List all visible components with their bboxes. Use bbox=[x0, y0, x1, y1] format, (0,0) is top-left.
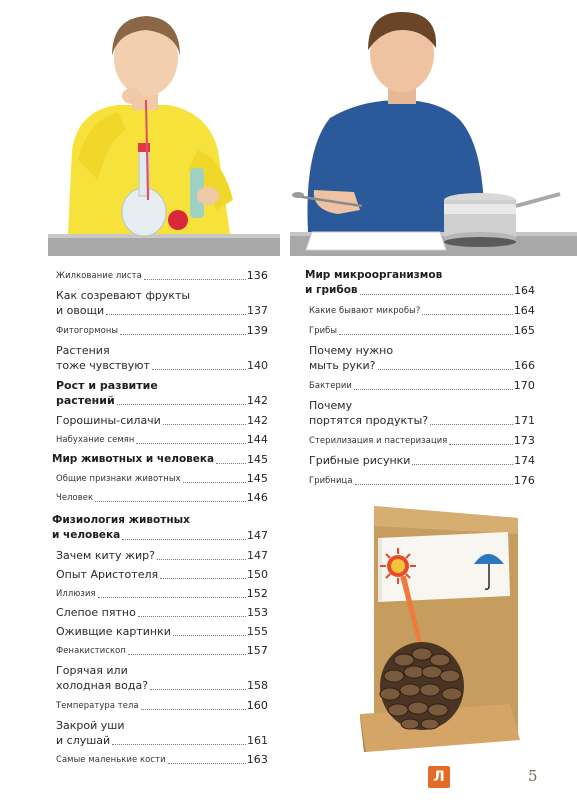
dot-leader bbox=[422, 313, 512, 315]
toc-right-column bbox=[305, 268, 535, 488]
toc-entry-title: Грибница bbox=[309, 475, 353, 485]
toc-page-number: 145 bbox=[247, 453, 268, 466]
toc-entry-title: Оживщие картинки bbox=[56, 625, 171, 638]
dot-leader bbox=[138, 615, 246, 617]
toc-entry-title: Самые маленькие кости bbox=[56, 754, 166, 764]
toc-entry-title: Рост и развитие bbox=[56, 379, 158, 392]
dot-leader bbox=[173, 634, 246, 636]
toc-page-number: 165 bbox=[513, 324, 535, 337]
dot-leader bbox=[122, 538, 246, 540]
dot-leader bbox=[355, 483, 513, 485]
dot-leader bbox=[120, 333, 246, 335]
dot-leader bbox=[117, 403, 246, 405]
toc-entry bbox=[305, 323, 535, 338]
toc-page-number: 158 bbox=[247, 679, 268, 692]
toc-page-number: 150 bbox=[247, 568, 268, 581]
toc-entry bbox=[52, 288, 268, 318]
toc-entry bbox=[305, 398, 535, 428]
toc-entry bbox=[52, 452, 268, 467]
toc-page-number: 146 bbox=[246, 491, 268, 504]
toc-page-number: 166 bbox=[514, 359, 535, 372]
toc-entry-title: Бактерии bbox=[309, 380, 352, 390]
toc-page-number: 153 bbox=[247, 606, 268, 619]
dot-leader bbox=[449, 443, 512, 445]
dot-leader bbox=[157, 558, 246, 560]
toc-page-number: 136 bbox=[246, 269, 268, 282]
toc-entry-title: Человек bbox=[56, 492, 94, 502]
toc-page-number: 145 bbox=[246, 472, 268, 485]
dot-leader bbox=[354, 388, 513, 390]
toc-page-number: 152 bbox=[246, 587, 268, 600]
toc-entry-title: Опыт Аристотеля bbox=[56, 568, 159, 581]
dot-leader bbox=[106, 313, 246, 315]
toc-entry bbox=[52, 586, 268, 601]
toc-entry-title-cont: и человека bbox=[52, 529, 121, 541]
dot-leader bbox=[160, 577, 246, 579]
toc-entry-title: Физиология животных bbox=[52, 514, 190, 526]
dot-leader bbox=[150, 688, 246, 690]
toc-entry-title: Набухание семян bbox=[56, 434, 135, 444]
toc-entry bbox=[52, 663, 268, 693]
toc-entry-title-cont: холодная вода? bbox=[56, 679, 149, 692]
toc-entry bbox=[52, 624, 268, 639]
dot-leader bbox=[144, 278, 246, 280]
toc-entry-title-cont: и слушай bbox=[56, 734, 111, 747]
toc-entry-title: Закрой уши bbox=[56, 719, 125, 732]
toc-entry-title: Горячая или bbox=[56, 664, 128, 677]
toc-left-column bbox=[52, 268, 268, 767]
toc-page-number: 139 bbox=[246, 324, 268, 337]
toc-entry-title-cont: и овощи bbox=[56, 304, 105, 317]
toc-entry bbox=[52, 567, 268, 582]
toc-entry bbox=[52, 548, 268, 563]
toc-page-number: 163 bbox=[246, 753, 268, 766]
dot-leader bbox=[412, 463, 513, 465]
toc-entry-title-cont: портятся продукты? bbox=[309, 414, 429, 427]
toc-entry bbox=[305, 453, 535, 468]
dot-leader bbox=[360, 293, 513, 295]
toc-page-number: 160 bbox=[246, 699, 268, 712]
dot-leader bbox=[136, 442, 245, 444]
toc-page-number: 164 bbox=[513, 304, 535, 317]
toc-entry-title: Какие бывают микробы? bbox=[309, 305, 421, 315]
toc-page-number: 157 bbox=[246, 644, 268, 657]
toc-entry-title-cont: и грибов bbox=[305, 284, 358, 296]
toc-entry bbox=[52, 471, 268, 486]
toc-entry-title: Жилкование листа bbox=[56, 270, 142, 280]
toc-entry bbox=[52, 718, 268, 748]
toc-entry-title: Как созревают фрукты bbox=[56, 289, 191, 302]
toc-entry-title-cont: мыть руки? bbox=[309, 359, 376, 372]
dot-leader bbox=[141, 708, 246, 710]
toc-entry-title: Зачем киту жир? bbox=[56, 549, 155, 562]
page-number: 5 bbox=[528, 767, 538, 785]
dot-leader bbox=[216, 462, 246, 464]
toc-page-number: 173 bbox=[513, 434, 535, 447]
toc-entry-title: Растения bbox=[56, 344, 110, 357]
toc-entry-title: Фенакистископ bbox=[56, 645, 126, 655]
toc-entry bbox=[305, 268, 535, 298]
toc-entry bbox=[305, 433, 535, 448]
toc-entry-title-cont: растений bbox=[56, 394, 115, 407]
toc-entry bbox=[52, 752, 268, 767]
toc-page-number: 176 bbox=[513, 474, 535, 487]
toc-entry-title: Общие признаки животных bbox=[56, 473, 181, 483]
toc-entry bbox=[52, 698, 268, 713]
toc-page-number: 142 bbox=[247, 414, 268, 427]
toc-entry bbox=[305, 473, 535, 488]
toc-page-number: 164 bbox=[514, 284, 535, 297]
toc-entry-title: Мир микроорганизмов bbox=[305, 269, 443, 281]
toc-entry-title: Слепое пятно bbox=[56, 606, 136, 619]
toc-page-number: 144 bbox=[246, 433, 268, 446]
toc-entry-title: Почему нужно bbox=[309, 344, 394, 357]
toc-entry-title: Фитогормоны bbox=[56, 325, 119, 335]
toc-entry-title-cont: тоже чувствуют bbox=[56, 359, 150, 372]
toc-page-number: 140 bbox=[247, 359, 268, 372]
dot-leader bbox=[112, 743, 246, 745]
toc-entry bbox=[52, 323, 268, 338]
dot-leader bbox=[163, 423, 246, 425]
pine-cone bbox=[380, 642, 464, 730]
toc-page-number: 174 bbox=[514, 454, 535, 467]
photo-girl-experiment bbox=[48, 0, 280, 256]
toc-page-number: 155 bbox=[247, 625, 268, 638]
toc-entry-title: Температура тела bbox=[56, 700, 139, 710]
dot-leader bbox=[378, 368, 514, 370]
dot-leader bbox=[98, 596, 246, 598]
toc-entry bbox=[305, 378, 535, 393]
toc-entry bbox=[305, 343, 535, 373]
toc-page-number: 170 bbox=[513, 379, 535, 392]
toc-entry-title: Грибы bbox=[309, 325, 338, 335]
toc-entry bbox=[305, 303, 535, 318]
toc-entry bbox=[52, 490, 268, 505]
dot-leader bbox=[152, 368, 246, 370]
publisher-logo: Л bbox=[428, 766, 450, 788]
toc-entry-title: Грибные рисунки bbox=[309, 454, 411, 467]
toc-entry bbox=[52, 378, 268, 408]
dot-leader bbox=[430, 423, 513, 425]
toc-entry-title: Стерилизация и пастеризация bbox=[309, 435, 448, 445]
photo-boy-experiment bbox=[290, 0, 577, 256]
toc-entry-title: Иллюзия bbox=[56, 588, 96, 598]
dot-leader bbox=[168, 762, 246, 764]
dot-leader bbox=[128, 653, 246, 655]
toc-entry bbox=[52, 513, 268, 543]
toc-page-number: 147 bbox=[247, 549, 268, 562]
toc-entry bbox=[52, 605, 268, 620]
toc-page-number: 142 bbox=[247, 394, 268, 407]
dot-leader bbox=[95, 500, 245, 502]
toc-page-number: 137 bbox=[247, 304, 268, 317]
pine-cone-card-illustration bbox=[360, 504, 520, 752]
toc-entry bbox=[52, 268, 268, 283]
toc-entry bbox=[52, 343, 268, 373]
toc-entry bbox=[52, 413, 268, 428]
toc-page-number: 171 bbox=[514, 414, 535, 427]
toc-entry bbox=[52, 643, 268, 658]
dot-leader bbox=[339, 333, 513, 335]
toc-entry-title: Горошины-силачи bbox=[56, 414, 161, 427]
toc-entry-title: Почему bbox=[309, 399, 353, 412]
toc-entry bbox=[52, 432, 268, 447]
dot-leader bbox=[183, 481, 246, 483]
toc-page-number: 147 bbox=[247, 529, 268, 542]
toc-entry-title: Мир животных и человека bbox=[52, 453, 215, 465]
toc-page-number: 161 bbox=[247, 734, 268, 747]
